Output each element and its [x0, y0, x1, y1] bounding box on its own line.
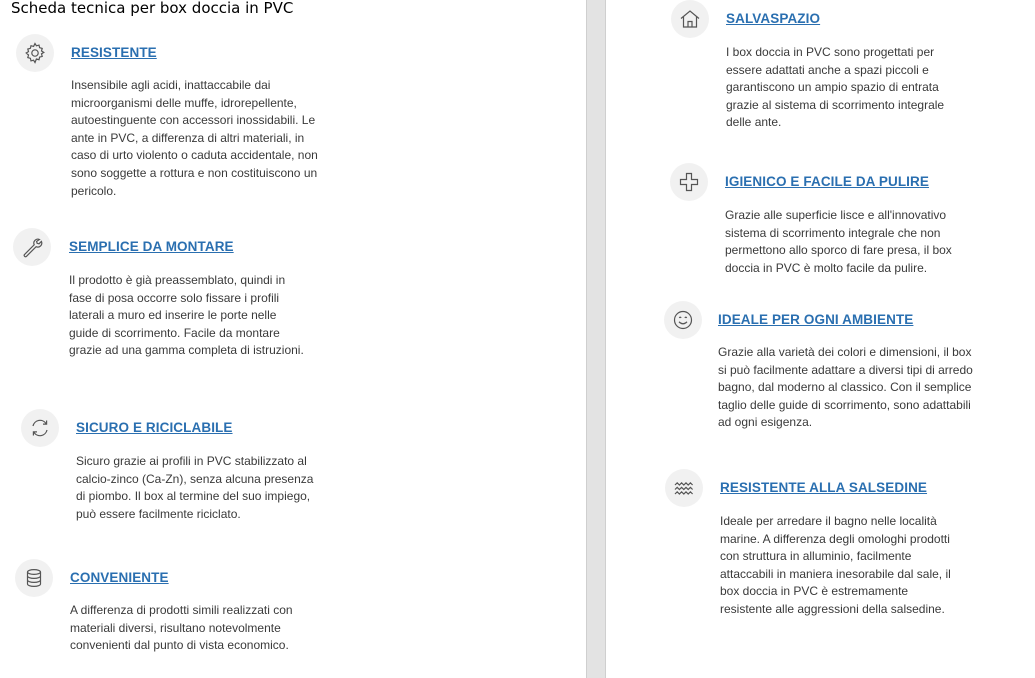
feature-description: I box doccia in PVC sono progettati per essere adattati anche a spazi piccoli e garantiscono un ampio spazio di entrata grazie al sistema di scorrimento integrale delle ante.	[726, 45, 945, 130]
feature-description: A differenza di prodotti simili realizzati con materiali diversi, risultano notevolmente convenienti dal punto di vista economico.	[70, 603, 293, 653]
gear-icon	[16, 34, 54, 72]
page-title: Scheda tecnica per box doccia in PVC	[11, 0, 294, 17]
coins-icon	[15, 559, 53, 597]
feature-title[interactable]: SALVASPAZIO	[726, 11, 821, 26]
feature-title[interactable]: SEMPLICE DA MONTARE	[69, 239, 234, 254]
smile-icon	[664, 301, 702, 339]
recycle-icon	[21, 409, 59, 447]
cross-icon	[670, 163, 708, 201]
feature-description: Ideale per arredare il bagno nelle località marine. A differenza degli omologhi prodotti con struttura in alluminio, facilmente attaccabili in maniera inesorabile dal sale, il box doccia in PVC è estremamente resistente alle aggressioni della salsedine.	[720, 514, 951, 616]
feature-description: Grazie alle superficie lisce e all'innovativo sistema di scorrimento integrale che non permettono allo sporco di fare presa, il box doccia in PVC è molto facile da pulire.	[725, 208, 952, 275]
feature-title[interactable]: RESISTENTE ALLA SALSEDINE	[720, 480, 928, 495]
wrench-icon	[13, 228, 51, 266]
feature-description: Grazie alla varietà dei colori e dimensioni, il box si può facilmente adattare a diversi tipi di arredo bagno, dal moderno al classico. Con il semplice taglio delle guide di scorrimento, sono adattabili ad ogni esigenza.	[718, 345, 973, 430]
feature-title[interactable]: CONVENIENTE	[70, 570, 169, 585]
feature-description: Il prodotto è già preassemblato, quindi in fase di posa occorre solo fissare i profili laterali a muro ed inserire le porte nelle guide di scorrimento. Facile da montare grazie ad una gamma completa di istruzioni.	[69, 273, 304, 358]
page-divider	[586, 0, 606, 678]
waves-icon	[665, 469, 703, 507]
home-icon	[671, 0, 709, 38]
feature-title[interactable]: RESISTENTE	[71, 45, 157, 60]
feature-title[interactable]: SICURO E RICICLABILE	[76, 420, 233, 435]
feature-title[interactable]: IGIENICO E FACILE DA PULIRE	[725, 174, 929, 189]
feature-title[interactable]: IDEALE PER OGNI AMBIENTE	[718, 312, 914, 327]
feature-description: Insensibile agli acidi, inattaccabile dai microorganismi delle muffe, idrorepellente, autoestinguente con accessori inossidabili. Le ante in PVC, a differenza di altri materiali, in caso di urto violento o caduta accidentale, non sono soggette a rottura e non costituiscono un pericolo.	[71, 78, 318, 198]
feature-description: Sicuro grazie ai profili in PVC stabilizzato al calcio-zinco (Ca-Zn), senza alcuna presenza di piombo. Il box al termine del suo impiego, può essere facilmente riciclato.	[76, 454, 314, 521]
